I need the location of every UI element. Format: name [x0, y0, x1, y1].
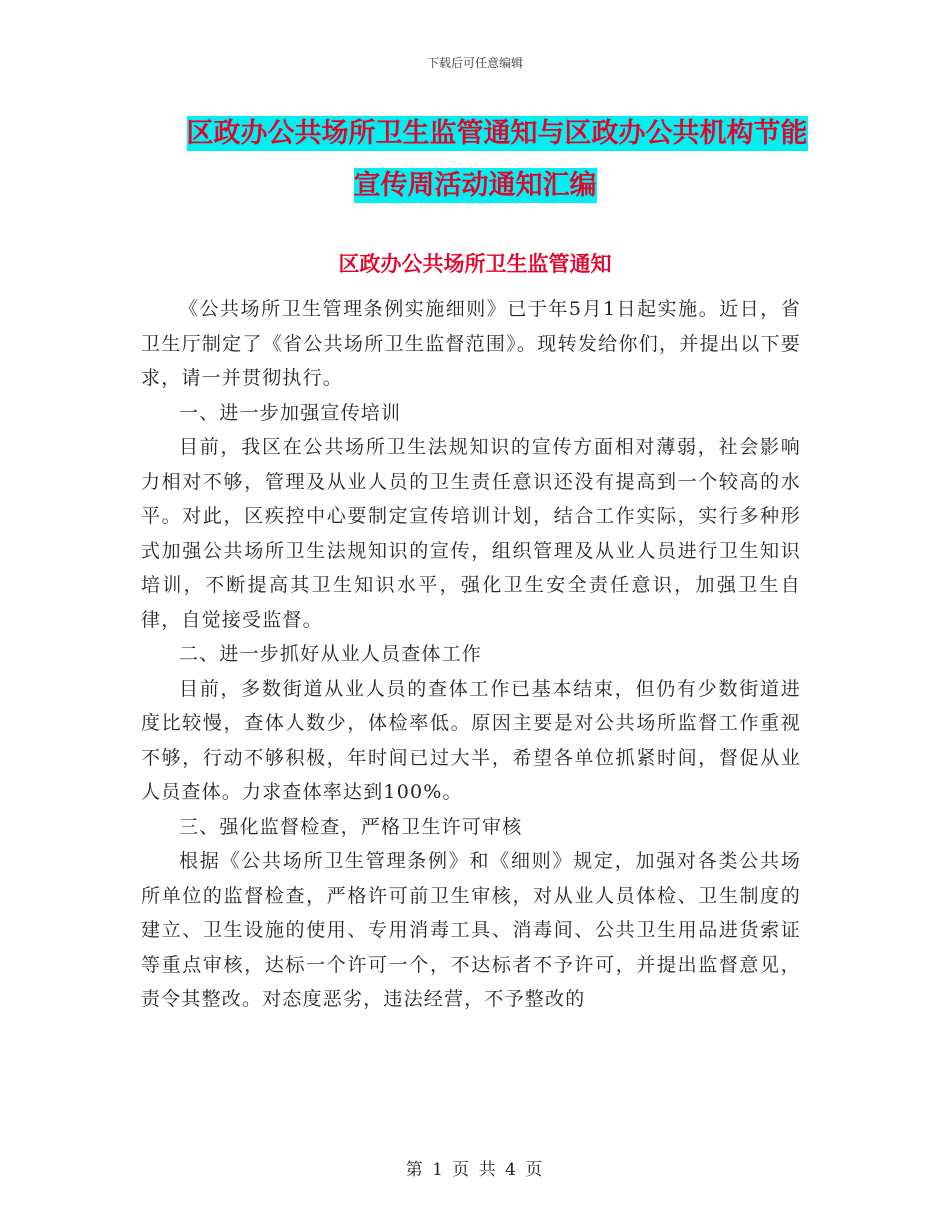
page-footer: 第 1 页 共 4 页	[405, 1160, 545, 1180]
paragraph-2: 目前，多数街道从业人员的查体工作已基本结束，但仍有少数街道进度比较慢，查体人数少，体检率低。原因主要是对公共场所监督工作重视不够，行动不够积极，年时间已过大半，希望各单位抓紧时间，督促从业人员查体。力求查体率达到100%。	[141, 677, 801, 803]
heading-2: 二、进一步抓好从业人员查体工作	[179, 643, 483, 665]
heading-1: 一、进一步加强宣传培训	[179, 401, 402, 424]
section-title: 区政办公共场所卫生监管通知	[338, 252, 612, 276]
document-title	[0, 108, 950, 212]
paragraph-1: 目前，我区在公共场所卫生法规知识的宣传方面相对薄弱，社会影响力相对不够，管理及从业人员的卫生责任意识还没有提高到一个较高的水平。对此，区疾控中心要制定宣传培训计划，结合工作实际，实行多种形式加强公共场所卫生法规知识的宣传，组织管理及从业人员进行卫生知识培训，不断提高其卫生知识水平，强化卫生安全责任意识，加强卫生自律，自觉接受监督。	[141, 436, 801, 631]
paragraph-3: 根据《公共场所卫生管理条例》和《细则》规定，加强对各类公共场所单位的监督检查，严格许可前卫生审核，对从业人员体检、卫生制度的建立、卫生设施的使用、专用消毒工具、消毒间、公共卫生用品进货索证等重点审核，达标一个许可一个，不达标者不予许可，并提出监督意见，责令其整改。对态度恶劣，违法经营，不予整改的	[141, 850, 801, 1010]
document-body	[141, 292, 801, 1017]
heading-3: 三、强化监督检查，严格卫生许可审核	[179, 815, 523, 838]
header-note: 下载后可任意编辑	[426, 56, 523, 70]
title-line-2: 宣传周活动通知汇编	[353, 170, 597, 201]
paragraph-intro: 《公共场所卫生管理条例实施细则》已于年5月1日起实施。近日，省卫生厅制定了《省公共场所卫生监督范围》。现转发给你们，并提出以下要求，请一并贯彻执行。	[141, 298, 801, 389]
title-line-1: 区政办公共场所卫生监管通知与区政办公共机构节能	[186, 118, 808, 149]
